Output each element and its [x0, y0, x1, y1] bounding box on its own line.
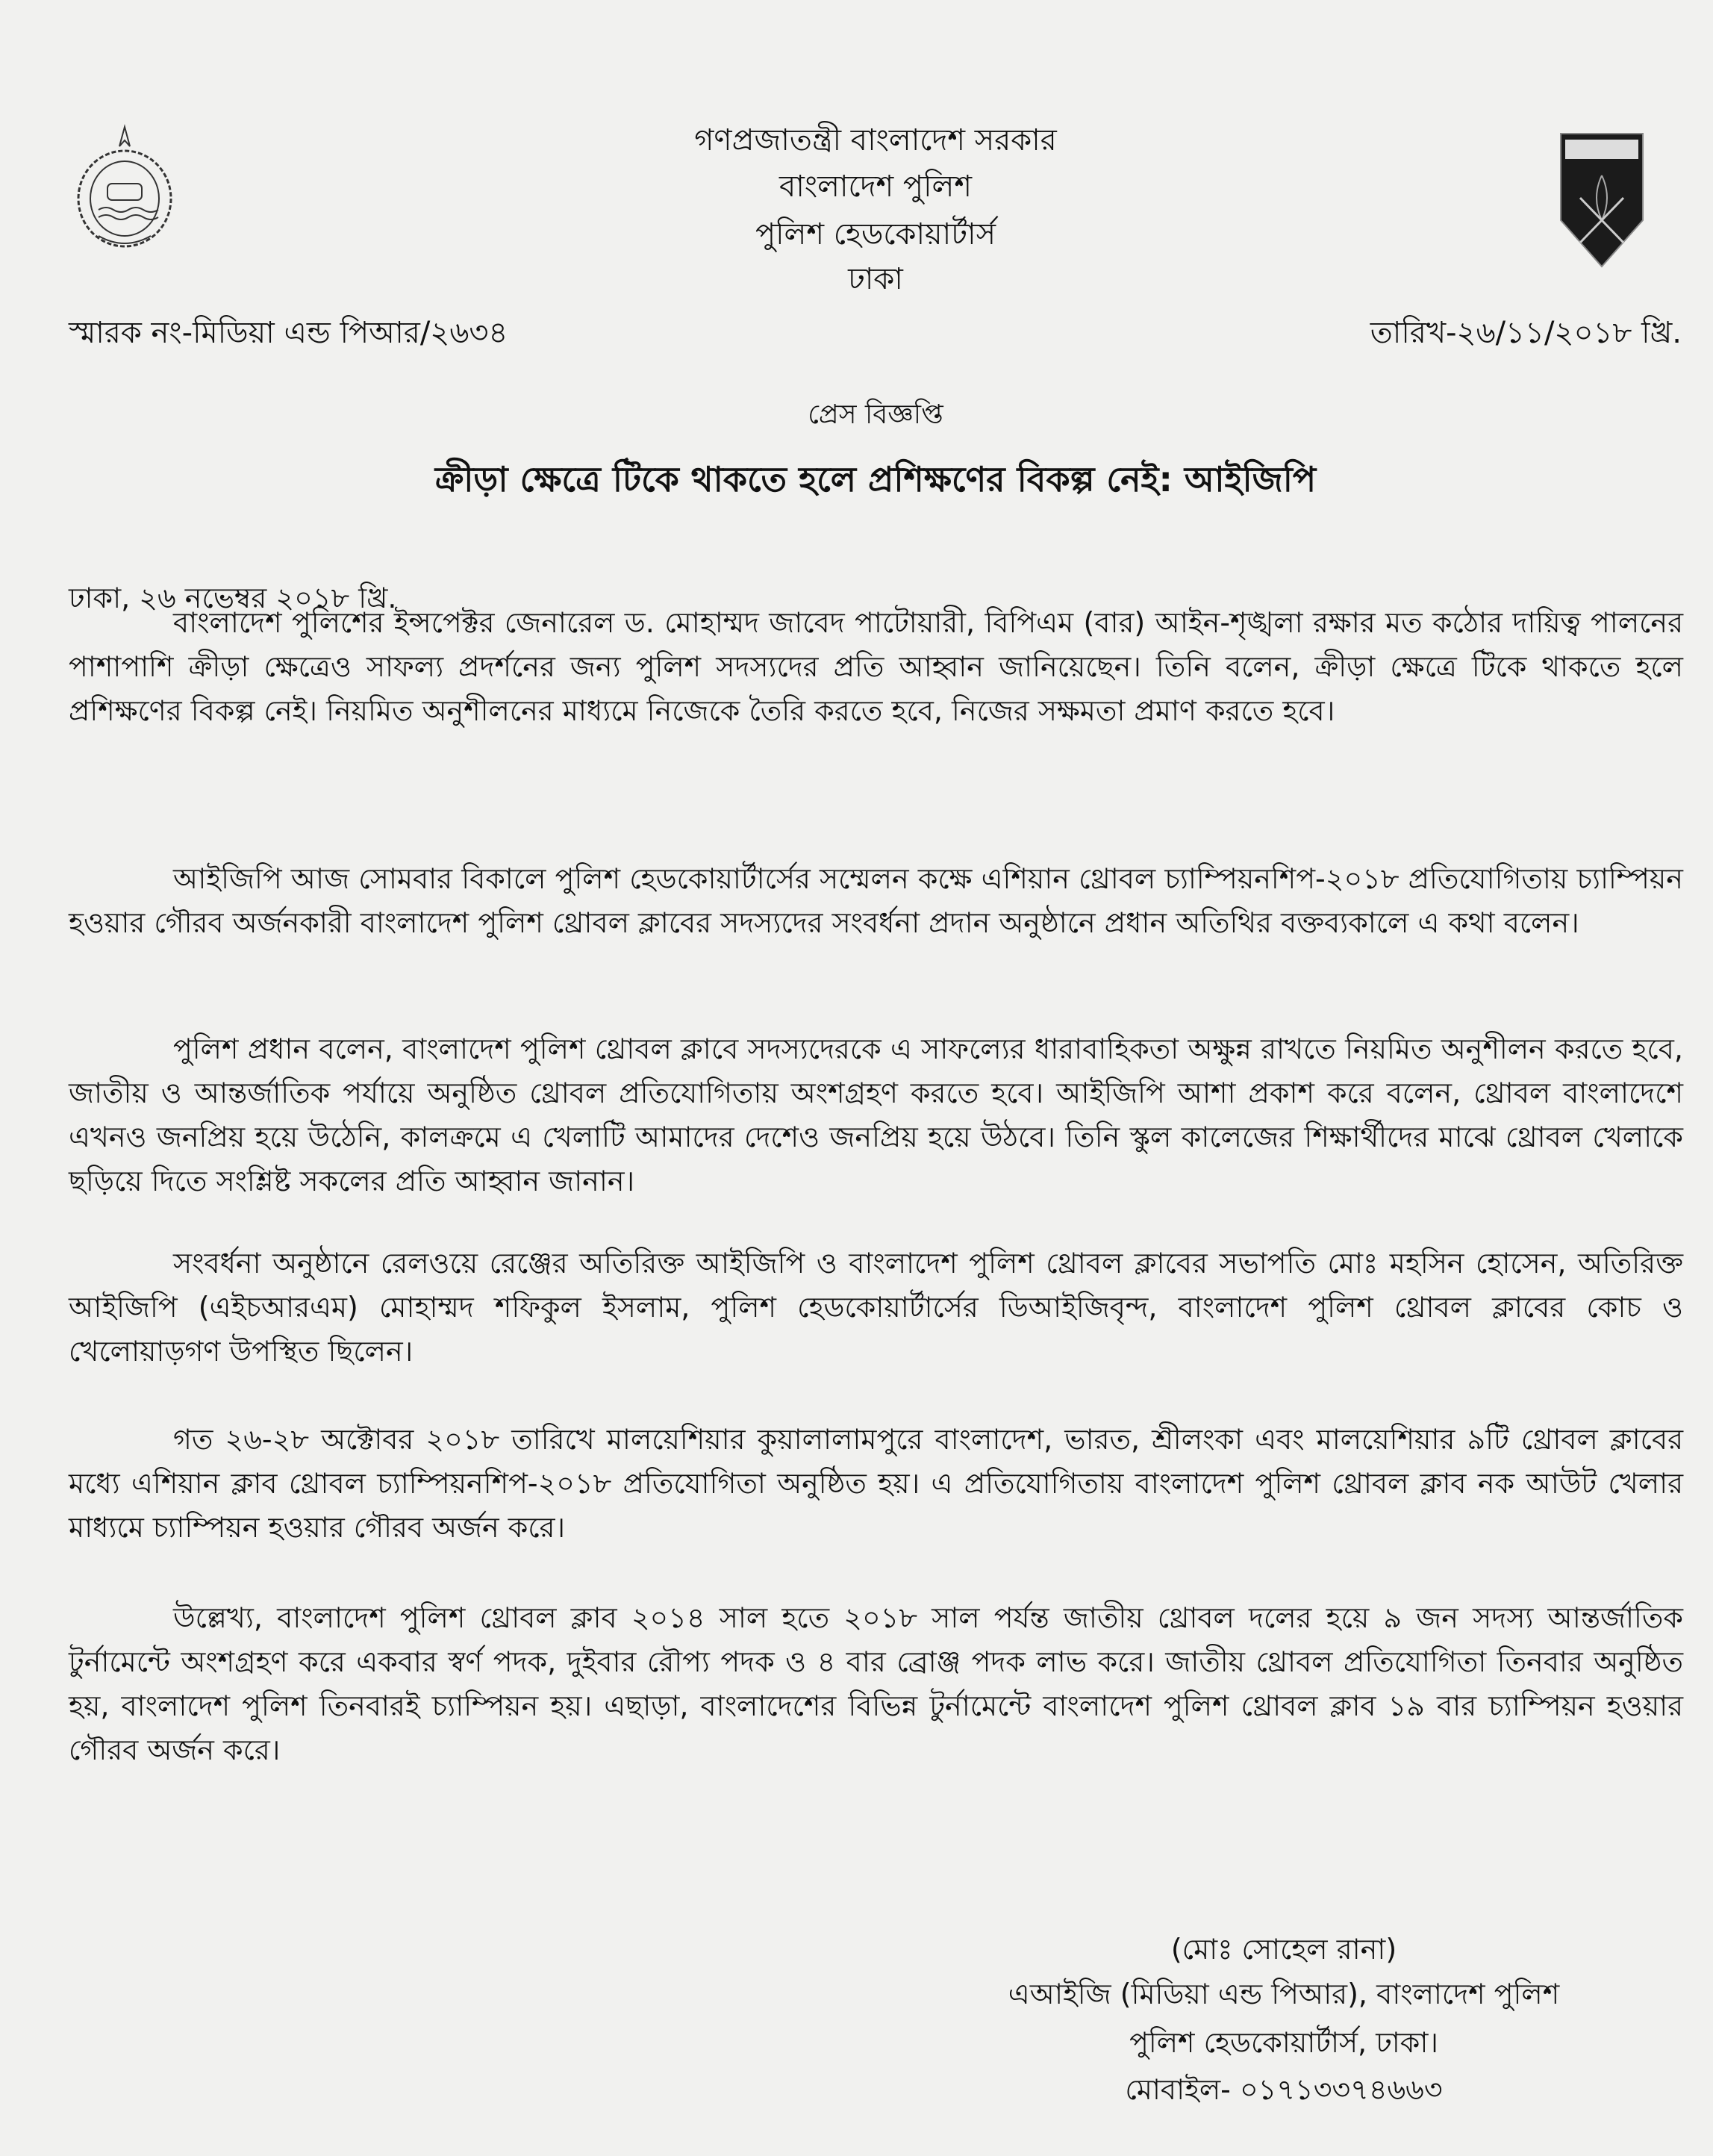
paragraph: সংবর্ধনা অনুষ্ঠানে রেলওয়ে রেঞ্জের অতিরিক্ত আইজিপি ও বাংলাদেশ পুলিশ থ্রোবল ক্লাবের সভাপতি মোঃ মহসিন হোসেন, অতিরিক্ত আইজিপি (এইচআরএম) মোহাম্মদ শফিকুল ইসলাম, পুলিশ হেডকোয়ার্টার্সের ডিআইজিবৃন্দ, বাংলাদেশ পুলিশ থ্রোবল ক্লাবের কোচ ও খেলোয়াড়গণ উপস্থিত ছিলেন।: [69, 1247, 1683, 1368]
signatory-name: (মোঃ সোহেল রানা): [1170, 1933, 1397, 1966]
paragraph: পুলিশ প্রধান বলেন, বাংলাদেশ পুলিশ থ্রোবল ক্লাবে সদস্যদেরকে এ সাফল্যের ধারাবাহিকতা অক্ষুন্ন রাখতে নিয়মিত অনুশীলন করতে হবে, জাতীয় ও আন্তর্জাতিক পর্যায়ে অনুষ্ঠিত থ্রোবল প্রতিযোগিতায় অংশগ্রহণ করতে হবে। আইজিপি আশা প্রকাশ করে বলেন, থ্রোবল বাংলাদেশে এখনও জনপ্রিয় হয়ে উঠেনি, কালক্রমে এ খেলাটি আমাদের দেশেও জনপ্রিয় হয়ে উঠবে। তিনি স্কুল কালেজের শিক্ষার্থীদের মাঝে থ্রোবল খেলাকে ছড়িয়ে দিতে সংশ্লিষ্ট সকলের প্রতি আহ্বান জানান।: [69, 1032, 1683, 1197]
memo-reference: স্মারক নং-মিডিয়া এন্ড পিআর/২৬৩৪: [69, 316, 508, 350]
headline: ক্রীড়া ক্ষেত্রে টিকে থাকতে হলে প্রশিক্ষণের বিকল্প নেই: আইজিপি: [434, 459, 1317, 499]
paragraph: বাংলাদেশ পুলিশের ইন্সপেক্টর জেনারেল ড. মোহাম্মদ জাবেদ পাটোয়ারী, বিপিএম (বার) আইন-শৃঙ্খলা রক্ষার মত কঠোর দায়িত্ব পালনের পাশাপাশি ক্রীড়া ক্ষেত্রেও সাফল্য প্রদর্শনের জন্য পুলিশ সদস্যদের প্রতি আহ্বান জানিয়েছেন। তিনি বলেন, ক্রীড়া ক্ষেত্রে টিকে থাকতে হলে প্রশিক্ষণের বিকল্প নেই। নিয়মিত অনুশীলনের মাধ্যমে নিজেকে তৈরি করতে হবে, নিজের সক্ষমতা প্রমাণ করতে হবে।: [69, 606, 1683, 727]
header-office: পুলিশ হেডকোয়ার্টার্স: [755, 217, 996, 252]
paragraph: আইজিপি আজ সোমবার বিকালে পুলিশ হেডকোয়ার্টার্সের সম্মেলন কক্ষে এশিয়ান থ্রোবল চ্যাম্পিয়নশিপ-২০১৮ প্রতিযোগিতায় চ্যাম্পিয়ন হওয়ার গৌরব অর্জনকারী বাংলাদেশ পুলিশ থ্রোবল ক্লাবের সদস্যদের সংবর্ধনা প্রদান অনুষ্ঠানে প্রধান অতিথির বক্তব্যকালে এ কথা বলেন।: [69, 862, 1683, 939]
dateline: ঢাকা, ২৬ নভেম্বর ২০১৮ খ্রি.: [69, 582, 397, 614]
signatory-mobile: মোবাইল- ০১৭১৩৩৭৪৬৬৩: [1125, 2073, 1443, 2106]
paragraph: গত ২৬-২৮ অক্টোবর ২০১৮ তারিখে মালয়েশিয়ার কুয়ালালামপুরে বাংলাদেশ, ভারত, শ্রীলংকা এবং মালয়েশিয়ার ৯টি থ্রোবল ক্লাবের মধ্যে এশিয়ান ক্লাব থ্রোবল চ্যাম্পিয়নশিপ-২০১৮ প্রতিযোগিতা অনুষ্ঠিত হয়। এ প্রতিযোগিতায় বাংলাদেশ পুলিশ থ্রোবল ক্লাব নক আউট খেলার মাধ্যমে চ্যাম্পিয়ন হওয়ার গৌরব অর্জন করে।: [69, 1423, 1683, 1544]
memo-date: তারিখ-২৬/১১/২০১৮ খ্রি.: [1370, 316, 1682, 350]
press-release-label: প্রেস বিজ্ঞপ্তি: [808, 399, 943, 430]
paragraph: উল্লেখ্য, বাংলাদেশ পুলিশ থ্রোবল ক্লাব ২০১৪ সাল হতে ২০১৮ সাল পর্যন্ত জাতীয় থ্রোবল দলের হয়ে ৯ জন সদস্য আন্তর্জাতিক টুর্নামেন্টে অংশগ্রহণ করে একবার স্বর্ণ পদক, দুইবার রৌপ্য পদক ও ৪ বার ব্রোঞ্জ পদক লাভ করে। জাতীয় থ্রোবল প্রতিযোগিতা তিনবার অনুষ্ঠিত হয়, বাংলাদেশ পুলিশ তিনবারই চ্যাম্পিয়ন হয়। এছাড়া, বাংলাদেশের বিভিন্ন টুর্নামেন্টে বাংলাদেশ পুলিশ থ্রোবল ক্লাব ১৯ বার চ্যাম্পিয়ন হওয়ার গৌরব অর্জন করে।: [69, 1601, 1684, 1766]
header-department: বাংলাদেশ পুলিশ: [779, 169, 973, 204]
signatory-office: পুলিশ হেডকোয়ার্টার্স, ঢাকা।: [1129, 2026, 1438, 2059]
header-government: গণপ্রজাতন্ত্রী বাংলাদেশ সরকার: [694, 123, 1057, 158]
signatory-designation: এআইজি (মিডিয়া এন্ড পিআর), বাংলাদেশ পুলিশ: [1008, 1978, 1560, 2010]
header-city: ঢাকা: [848, 262, 903, 296]
